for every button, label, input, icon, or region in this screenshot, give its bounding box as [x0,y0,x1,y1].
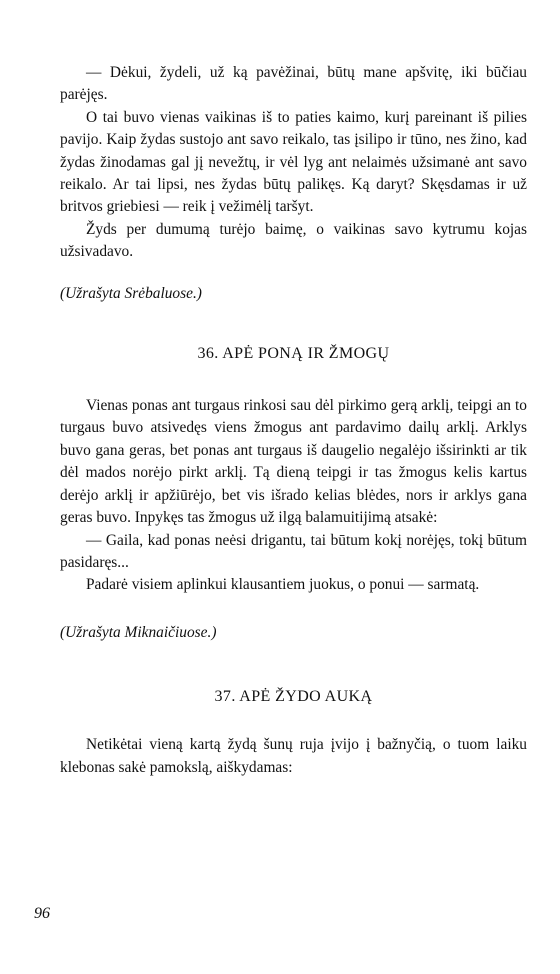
paragraph: Žyds per dumumą turėjo baimę, o vaikinas savo kytrumu kojas užsivadavo. [60,220,527,261]
page-body [60,62,527,779]
paragraph: Vienas ponas ant turgaus rinkosi sau dėl pirkimo gerą arklį, teipgi an to turgaus buvo atsivedęs viens žmogus ant pardavimo dailų arklį. Arklys buvo gana geras, bet ponas ant turgaus iš daugelio negalėjo išsirinkti ar tik dėl mados norėjo pirkt arklį. Tą dieną teipgi ir tas žmogus kelis kartus derėjo arklį ir apžiūrėjo, bet vis išrado kelias blėdes, nors ir arklys gana geras buvo. Inpykęs tas žmogus už ilgą balamuitijimą atsakė: [60,397,527,527]
paragraph: O tai buvo vienas vaikinas iš to paties kaimo, kurį pareinant iš pilies pavijo. Kaip žydas sustojo ant savo reikalo, tas įsilipo ir tūno, nes žino, kad žydas žinodamas gal jį nevežtų, ir vėl lyg ant nelaimės užsimanė ant savo reikalo. Ar tai lipsi, nes žydas būtų palikęs. Ką daryt? Skęsdamas ir už britvos griebiesi — reik į vežimėlį taršyt. [60,108,527,216]
source-note: (Užrašyta Miknaičiuose.) [60,623,217,641]
paragraph: Netikėtai vieną kartą žydą šunų ruja įvijo į bažnyčią, o tuom laiku klebonas sakė pamokslą, aiškydamas: [60,736,527,776]
section-37 [60,686,527,779]
paragraph: — Dėkui, žydeli, už ką pavėžinai, būtų mane apšvitę, iki būčiau parėjęs. [60,64,527,104]
paragraph: — Gaila, kad ponas neėsi drigantu, tai būtum kokį norėjęs, tokį būtum pasidaręs... [60,531,527,571]
section-35-ending [60,62,527,305]
section-36 [60,343,527,644]
section-heading: 37. APĖ ŽYDO AUKĄ [214,688,373,706]
paragraph: Padarė visiem aplinkui klausantiem juokus, o ponui — sarmatą. [86,576,480,594]
page-number: 96 [34,905,50,922]
section-heading: 36. APĖ PONĄ IR ŽMOGŲ [197,345,390,363]
source-note: (Užrašyta Srėbaluose.) [60,284,202,302]
